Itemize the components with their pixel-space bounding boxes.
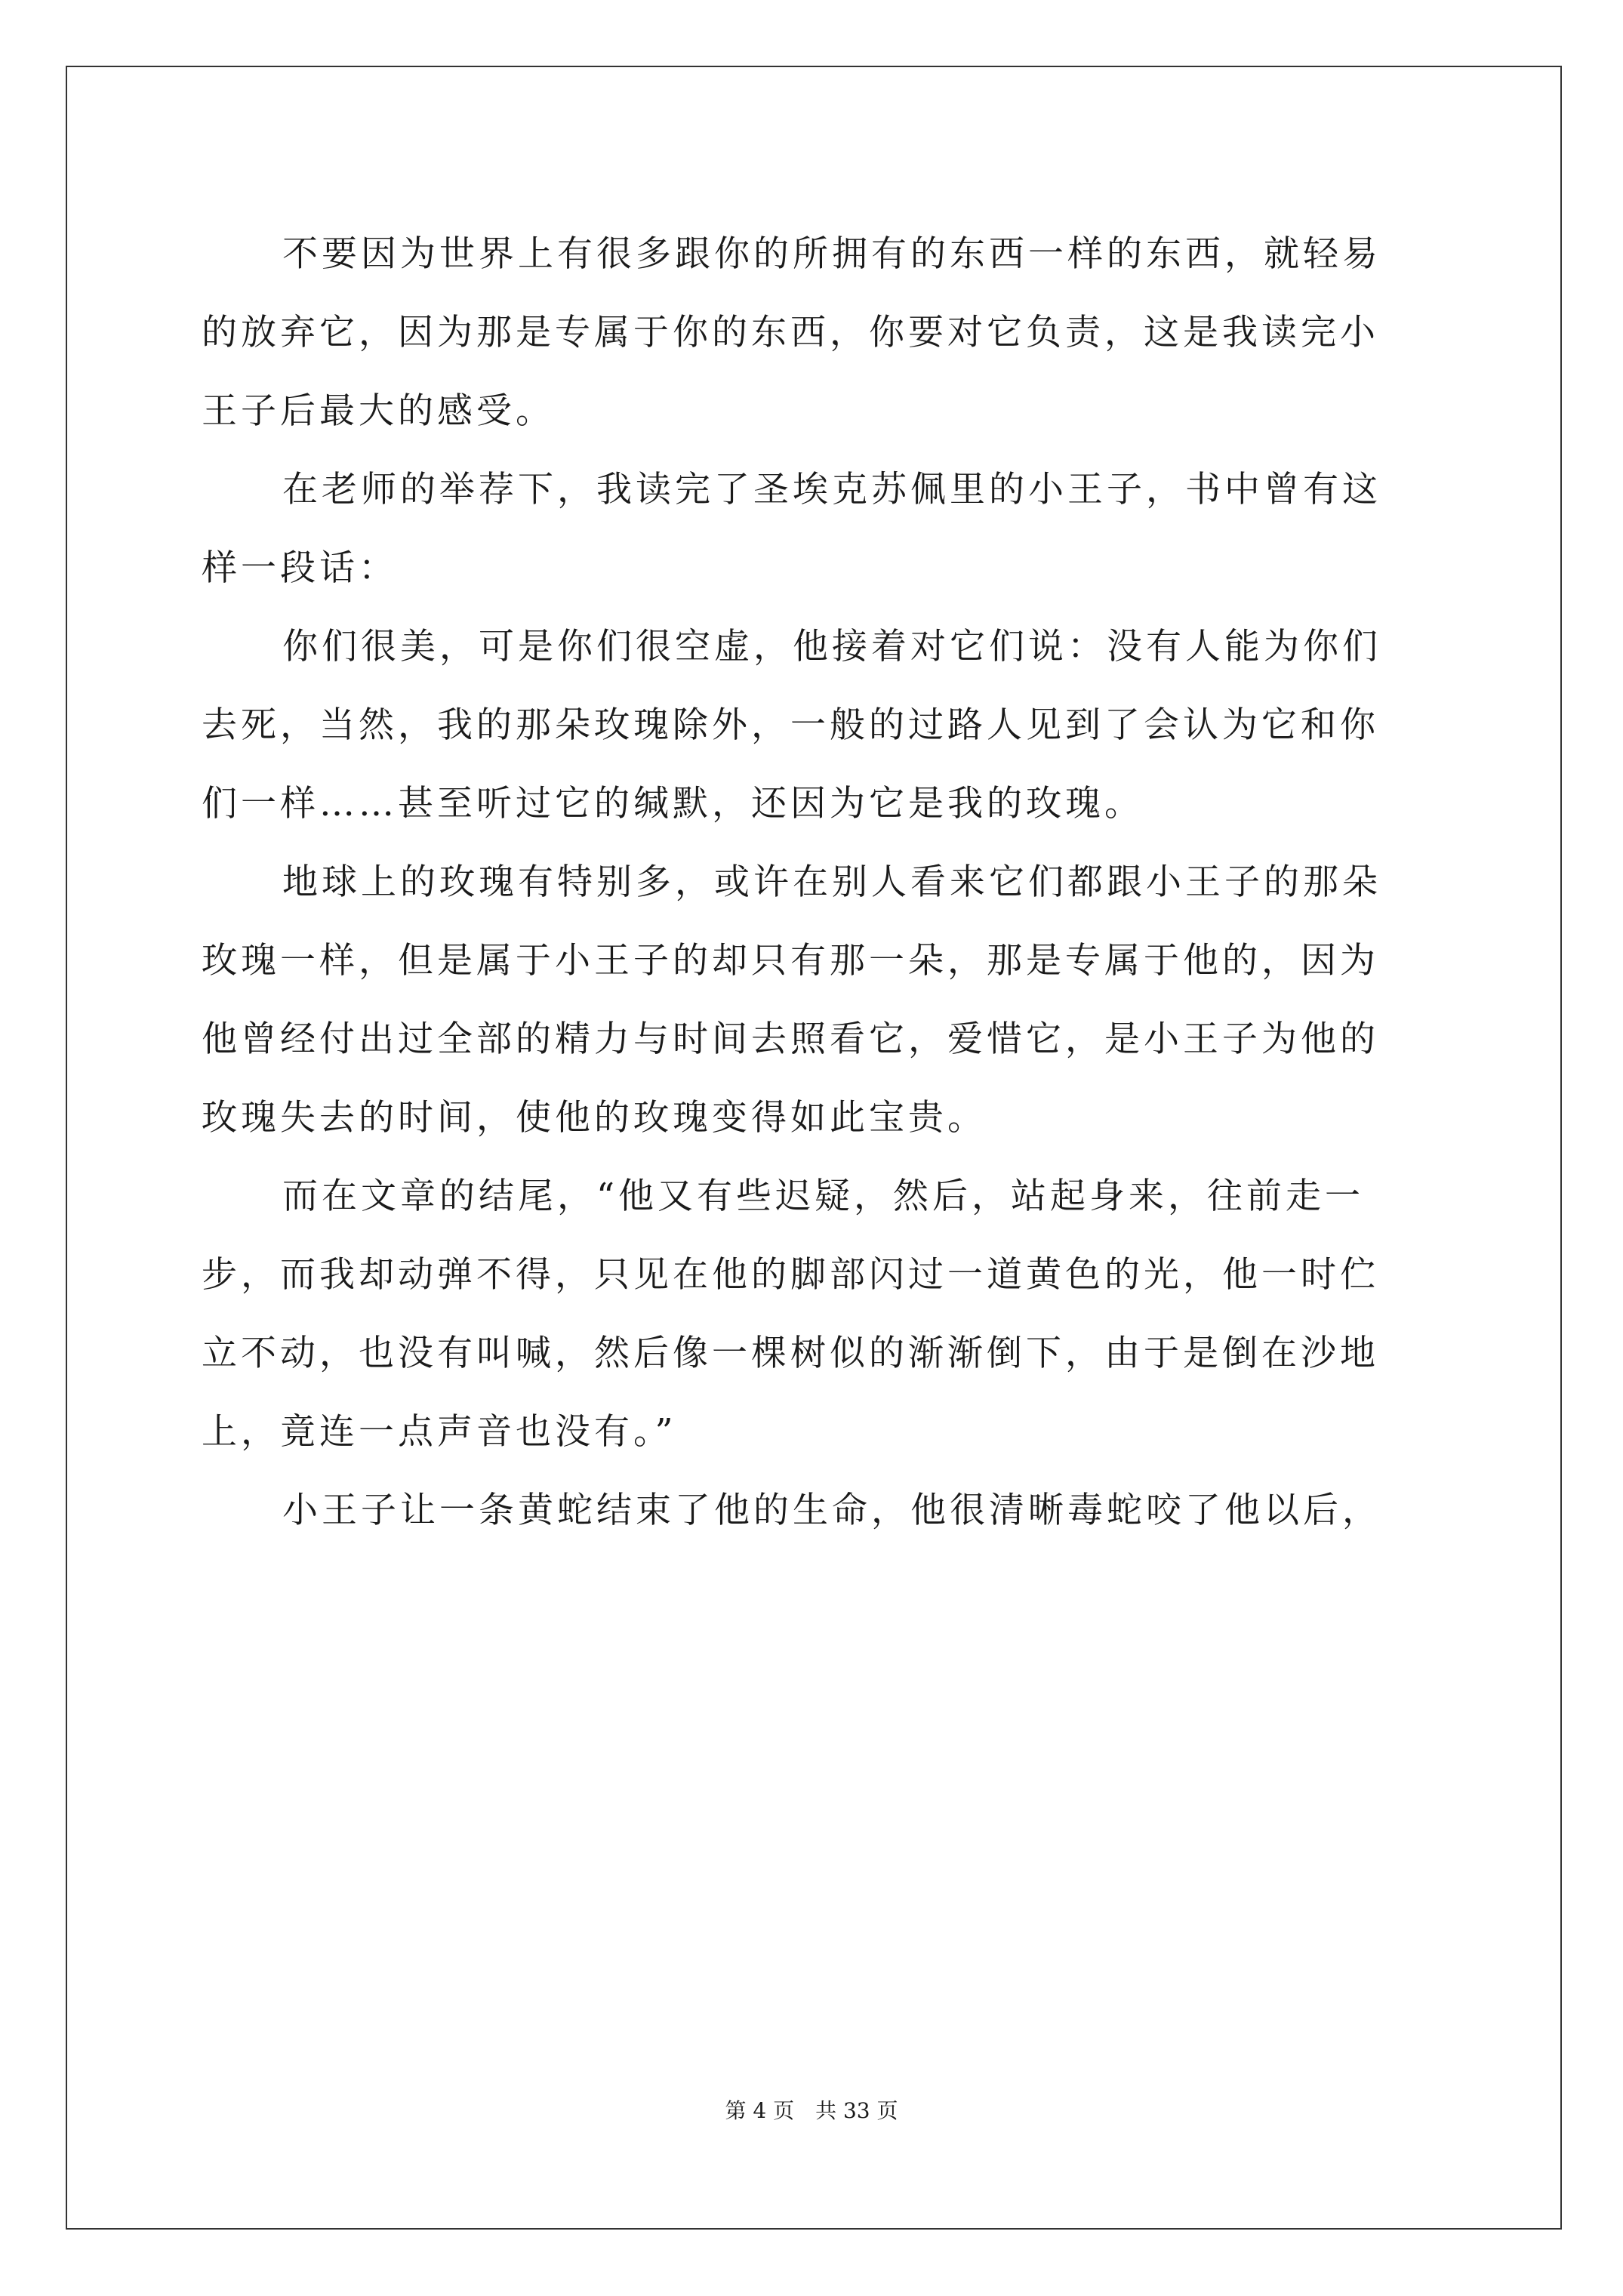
text-line: 玫瑰一样，但是属于小王子的却只有那一朵，那是专属于他的，因为 bbox=[202, 940, 1379, 982]
text-line: 你们很美，可是你们很空虚，他接着对它们说：没有人能为你们 bbox=[282, 626, 1381, 667]
text-line: 而在文章的结尾，“他又有些迟疑，然后，站起身来，往前走一 bbox=[282, 1176, 1365, 1217]
text-line: 样一段话： bbox=[202, 547, 398, 589]
paragraph bbox=[202, 1472, 1443, 1550]
text-line: 步，而我却动弹不得，只见在他的脚部闪过一道黄色的光，他一时伫 bbox=[202, 1254, 1379, 1296]
text-line: 在老师的举荐下，我读完了圣埃克苏佩里的小王子，书中曾有这 bbox=[282, 469, 1381, 510]
text-line: 地球上的玫瑰有特别多，或许在别人看来它们都跟小王子的那朵 bbox=[282, 861, 1381, 903]
paragraph bbox=[202, 451, 1443, 608]
text-line: 的放弃它，因为那是专属于你的东西，你要对它负责，这是我读完小 bbox=[202, 312, 1379, 353]
page-total: 共 33 页 bbox=[815, 2098, 898, 2123]
text-line: 王子后最大的感受。 bbox=[202, 390, 555, 432]
text-line: 上，竟连一点声音也没有。” bbox=[202, 1411, 677, 1453]
text-line: 他曾经付出过全部的精力与时间去照看它，爱惜它，是小王子为他的 bbox=[202, 1019, 1379, 1060]
paragraph bbox=[202, 1157, 1443, 1472]
body-text bbox=[202, 215, 1443, 1550]
page-footer bbox=[0, 2094, 1623, 2125]
paragraph bbox=[202, 215, 1443, 451]
text-line: 玫瑰失去的时间，使他的玫瑰变得如此宝贵。 bbox=[202, 1097, 987, 1139]
text-line: 们一样……甚至听过它的缄默，还因为它是我的玫瑰。 bbox=[202, 783, 1144, 824]
page-number: 第 4 页 bbox=[725, 2098, 795, 2123]
text-line: 不要因为世界上有很多跟你的所拥有的东西一样的东西，就轻易 bbox=[282, 233, 1381, 275]
text-line: 去死，当然，我的那朵玫瑰除外，一般的过路人见到了会认为它和你 bbox=[202, 704, 1379, 746]
text-line: 小王子让一条黄蛇结束了他的生命，他很清晰毒蛇咬了他以后， bbox=[282, 1490, 1381, 1531]
paragraph bbox=[202, 843, 1443, 1157]
text-line: 立不动，也没有叫喊，然后像一棵树似的渐渐倒下，由于是倒在沙地 bbox=[202, 1333, 1379, 1374]
paragraph bbox=[202, 608, 1443, 843]
